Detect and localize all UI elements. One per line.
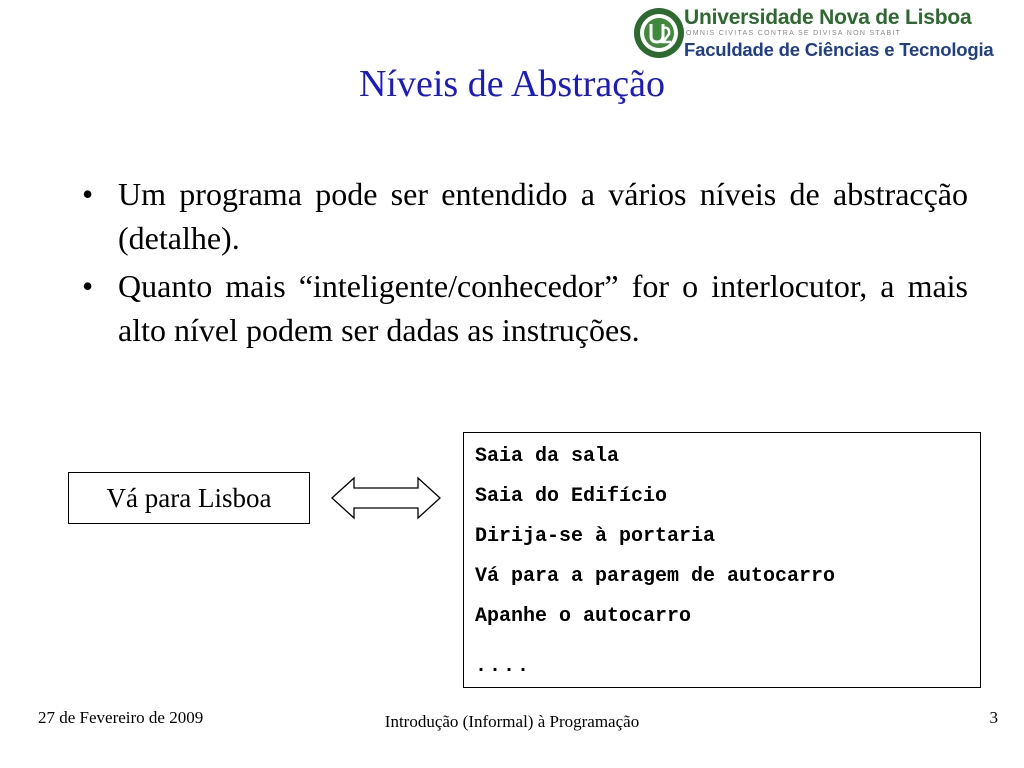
detailed-instructions-box (463, 432, 981, 688)
bullet-item (82, 264, 968, 352)
university-logo (632, 4, 1020, 62)
high-level-instruction-box: Vá para Lisboa (68, 472, 310, 524)
bullet-dot: • (82, 268, 94, 304)
instruction-step: Saia do Edifício (475, 485, 668, 508)
double-arrow-icon (330, 476, 442, 520)
page-number: 3 (989, 708, 998, 727)
instruction-ellipsis: .... (475, 655, 532, 678)
footer-course-title: Introdução (Informal) à Programação (384, 712, 640, 731)
bullet-text: Um programa pode ser entendido a vários níveis de abstracção (detalhe). (118, 176, 968, 256)
instruction-step: Dirija-se à portaria (475, 525, 716, 548)
faculty-name: Faculdade de Ciências e Tecnologia (684, 39, 994, 60)
university-name: Universidade Nova de Lisboa (684, 6, 972, 29)
university-motto: OMNIS CIVITAS CONTRA SE DIVISA NON STABIT (686, 30, 902, 37)
instruction-step: Apanhe o autocarro (475, 605, 692, 628)
bullet-list (82, 172, 968, 356)
instruction-step: Vá para a paragem de autocarro (475, 565, 836, 588)
instruction-step: Saia da sala (475, 445, 620, 468)
seal-icon (632, 6, 686, 60)
bullet-item (82, 172, 968, 260)
slide-title: Níveis de Abstração (358, 63, 666, 105)
bullet-dot: • (82, 176, 94, 212)
bullet-text: Quanto mais “inteligente/conhecedor” for o interlocutor, a mais alto nível podem ser dadas as instruções. (118, 268, 968, 348)
footer-date: 27 de Fevereiro de 2009 (38, 708, 204, 727)
